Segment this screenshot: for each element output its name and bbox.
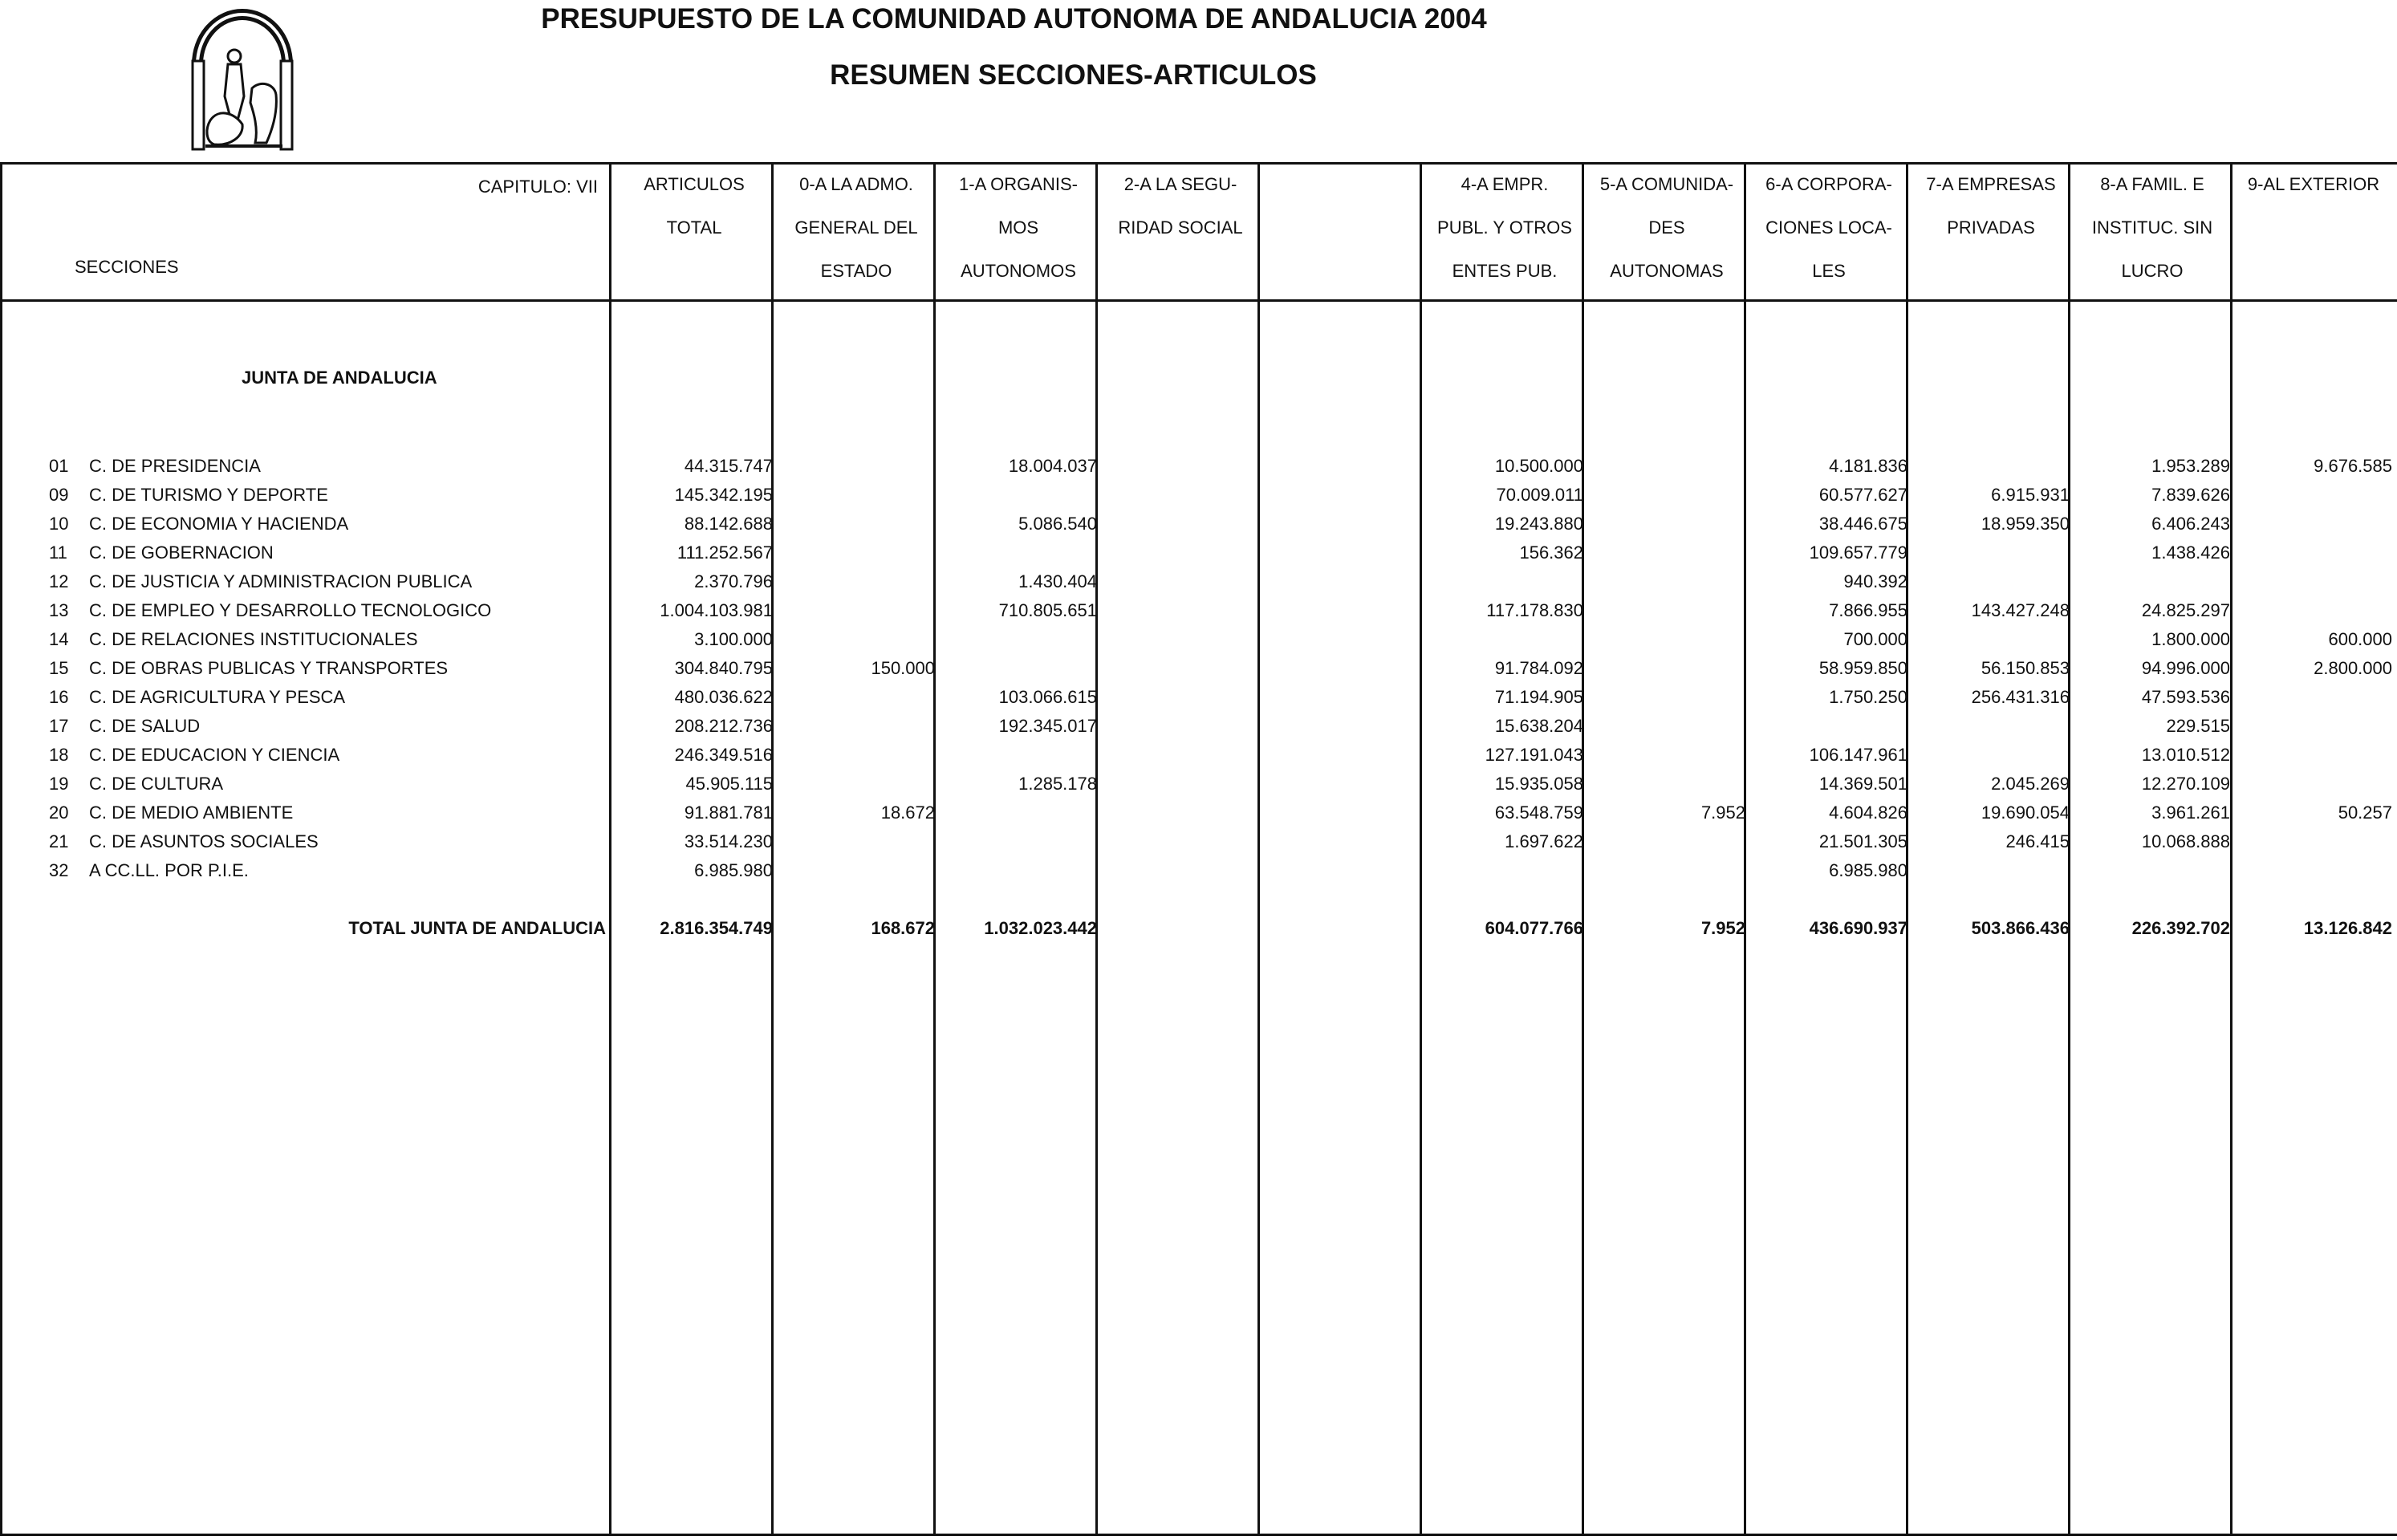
- row-section-name: C. DE PRESIDENCIA: [89, 456, 261, 476]
- table-cell-value: 2.045.269: [1991, 774, 2070, 794]
- table-cell-value: 106.147.961: [1809, 745, 1907, 765]
- table-cell-value: 60.577.627: [1818, 485, 1907, 505]
- capitulo-label: CAPITULO: VII: [477, 177, 598, 197]
- row-section-name: C. DE OBRAS PUBLICAS Y TRANSPORTES: [89, 658, 449, 678]
- table-cell-value: 208.212.736: [674, 716, 773, 736]
- group-title: JUNTA DE ANDALUCIA: [242, 368, 437, 388]
- column-divider: [933, 165, 936, 1534]
- column-divider: [1744, 165, 1746, 1534]
- column-header-line: 6-A CORPORA-: [1765, 174, 1892, 194]
- table-cell-value: 143.427.248: [1971, 600, 2070, 620]
- table-cell-value: 56.150.853: [1981, 658, 2070, 678]
- row-section-code: 21: [49, 831, 69, 851]
- row-section-name: C. DE EDUCACION Y CIENCIA: [89, 745, 340, 765]
- row-section-code: 20: [49, 803, 69, 823]
- row-section-code: 09: [49, 485, 69, 505]
- row-section-name: C. DE RELACIONES INSTITUCIONALES: [89, 629, 418, 649]
- row-section-code: 19: [49, 774, 69, 794]
- row-section-code: 16: [49, 687, 69, 707]
- column-header-line: PRIVADAS: [1947, 217, 2035, 238]
- junta-andalucia-emblem-icon: [186, 0, 299, 154]
- column-header-line: 8-A FAMIL. E: [2100, 174, 2204, 194]
- row-section-name: C. DE AGRICULTURA Y PESCA: [89, 687, 346, 707]
- column-header-line: GENERAL DEL: [794, 217, 918, 238]
- table-cell-value: 246.349.516: [674, 745, 773, 765]
- table-cell-value: 63.548.759: [1494, 803, 1583, 823]
- table-cell-value: 3.961.261: [2151, 803, 2230, 823]
- table-cell-value: 1.438.426: [2151, 542, 2230, 563]
- total-row-label: TOTAL JUNTA DE ANDALUCIA: [348, 918, 606, 938]
- column-header-line: 1-A ORGANIS-: [959, 174, 1078, 194]
- table-cell-value: 91.881.781: [684, 803, 773, 823]
- row-section-name: C. DE SALUD: [89, 716, 201, 736]
- total-cell-value: 2.816.354.749: [660, 918, 773, 938]
- table-cell-value: 24.825.297: [2141, 600, 2230, 620]
- column-header-line: 0-A LA ADMO.: [799, 174, 913, 194]
- row-section-name: A CC.LL. POR P.I.E.: [89, 860, 249, 880]
- column-header-line: LES: [1812, 261, 1846, 281]
- table-cell-value: 70.009.011: [1496, 485, 1583, 505]
- row-section-name: C. DE JUSTICIA Y ADMINISTRACION PUBLICA: [89, 571, 473, 591]
- column-header-line: 9-AL EXTERIOR: [2247, 174, 2380, 194]
- table-cell-value: 1.285.178: [1018, 774, 1097, 794]
- row-section-code: 13: [49, 600, 69, 620]
- total-cell-value: 436.690.937: [1809, 918, 1907, 938]
- total-cell-value: 1.032.023.442: [984, 918, 1097, 938]
- table-cell-value: 156.362: [1519, 542, 1583, 563]
- table-cell-value: 6.985.980: [694, 860, 773, 880]
- row-section-name: C. DE CULTURA: [89, 774, 224, 794]
- column-divider: [1420, 165, 1422, 1534]
- row-section-code: 15: [49, 658, 69, 678]
- table-cell-value: 44.315.747: [684, 456, 773, 476]
- table-cell-value: 117.178.830: [1486, 600, 1583, 620]
- table-cell-value: 480.036.622: [674, 687, 773, 707]
- table-cell-value: 304.840.795: [674, 658, 773, 678]
- column-header-line: AUTONOMOS: [961, 261, 1076, 281]
- column-header-line: ESTADO: [820, 261, 892, 281]
- column-header-line: 2-A LA SEGU-: [1123, 174, 1237, 194]
- table-cell-value: 1.697.622: [1505, 831, 1583, 851]
- row-section-name: C. DE GOBERNACION: [89, 542, 274, 563]
- table-cell-value: 1.004.103.981: [660, 600, 773, 620]
- table-cell-value: 600.000: [2328, 629, 2392, 649]
- table-cell-value: 111.252.567: [676, 542, 773, 563]
- row-section-code: 01: [49, 456, 69, 476]
- row-section-code: 11: [49, 542, 67, 563]
- table-cell-value: 1.800.000: [2151, 629, 2230, 649]
- table-cell-value: 71.194.905: [1494, 687, 1583, 707]
- table-cell-value: 1.430.404: [1018, 571, 1097, 591]
- table-cell-value: 21.501.305: [1818, 831, 1907, 851]
- table-cell-value: 127.191.043: [1485, 745, 1583, 765]
- table-cell-value: 45.905.115: [685, 774, 773, 794]
- table-cell-value: 109.657.779: [1809, 542, 1907, 563]
- document-subtitle: RESUMEN SECCIONES-ARTICULOS: [830, 59, 1317, 91]
- table-cell-value: 18.959.350: [1981, 514, 2070, 534]
- table-cell-value: 103.066.615: [998, 687, 1097, 707]
- table-cell-value: 88.142.688: [684, 514, 773, 534]
- table-cell-value: 3.100.000: [694, 629, 773, 649]
- budget-table: [0, 162, 2397, 1536]
- column-header-line: 5-A COMUNIDA-: [1599, 174, 1734, 194]
- table-cell-value: 6.915.931: [1991, 485, 2070, 505]
- row-section-code: 32: [49, 860, 69, 880]
- table-cell-value: 6.406.243: [2151, 514, 2230, 534]
- table-cell-value: 4.604.826: [1829, 803, 1907, 823]
- table-cell-value: 14.369.501: [1818, 774, 1907, 794]
- column-header-line: AUTONOMAS: [1610, 261, 1724, 281]
- column-header-line: LUCRO: [2121, 261, 2184, 281]
- table-cell-value: 10.068.888: [2141, 831, 2230, 851]
- row-section-name: C. DE MEDIO AMBIENTE: [89, 803, 294, 823]
- table-cell-value: 246.415: [2005, 831, 2070, 851]
- table-cell-value: 18.672: [880, 803, 935, 823]
- table-cell-value: 940.392: [1843, 571, 1907, 591]
- table-cell-value: 13.010.512: [2141, 745, 2230, 765]
- total-cell-value: 503.866.436: [1971, 918, 2070, 938]
- header-separator: [2, 299, 2397, 302]
- table-cell-value: 47.593.536: [2141, 687, 2230, 707]
- column-header-line: ENTES PUB.: [1452, 261, 1558, 281]
- column-divider: [1257, 165, 1260, 1534]
- table-cell-value: 2.800.000: [2314, 658, 2392, 678]
- column-header-line: DES: [1648, 217, 1685, 238]
- row-section-code: 12: [49, 571, 69, 591]
- table-cell-value: 229.515: [2166, 716, 2230, 736]
- document-title: PRESUPUESTO DE LA COMUNIDAD AUTONOMA DE ANDALUCIA 2004: [541, 3, 1487, 35]
- table-cell-value: 256.431.316: [1971, 687, 2070, 707]
- table-cell-value: 6.985.980: [1829, 860, 1907, 880]
- column-header-line: TOTAL: [666, 217, 722, 238]
- table-cell-value: 33.514.230: [684, 831, 773, 851]
- column-header-line: 4-A EMPR.: [1461, 174, 1549, 194]
- column-header-line: MOS: [997, 217, 1039, 238]
- table-cell-value: 700.000: [1843, 629, 1907, 649]
- row-section-code: 18: [49, 745, 69, 765]
- column-header-line: 7-A EMPRESAS: [1926, 174, 2056, 194]
- column-header-line: ARTICULOS: [644, 174, 745, 194]
- table-cell-value: 1.750.250: [1829, 687, 1907, 707]
- table-cell-value: 10.500.000: [1494, 456, 1583, 476]
- column-header-line: CIONES LOCA-: [1765, 217, 1892, 238]
- table-cell-value: 9.676.585: [2314, 456, 2392, 476]
- table-cell-value: 18.004.037: [1008, 456, 1097, 476]
- table-cell-value: 19.243.880: [1494, 514, 1583, 534]
- row-section-code: 14: [49, 629, 69, 649]
- table-cell-value: 150.000: [871, 658, 935, 678]
- column-header-line: INSTITUC. SIN: [2091, 217, 2213, 238]
- table-cell-value: 50.257: [2338, 803, 2392, 823]
- table-cell-value: 91.784.092: [1494, 658, 1583, 678]
- table-cell-value: 145.342.195: [674, 485, 773, 505]
- table-cell-value: 15.638.204: [1494, 716, 1583, 736]
- table-cell-value: 38.446.675: [1818, 514, 1907, 534]
- total-cell-value: 7.952: [1700, 918, 1745, 938]
- column-divider: [2230, 165, 2232, 1534]
- table-cell-value: 1.953.289: [2151, 456, 2230, 476]
- row-section-name: C. DE TURISMO Y DEPORTE: [89, 485, 328, 505]
- column-header-line: RIDAD SOCIAL: [1118, 217, 1243, 238]
- table-cell-value: 7.866.955: [1829, 600, 1907, 620]
- row-section-code: 17: [49, 716, 69, 736]
- table-cell-value: 19.690.054: [1981, 803, 2070, 823]
- total-cell-value: 168.672: [871, 918, 935, 938]
- table-cell-value: 4.181.836: [1829, 456, 1907, 476]
- table-cell-value: 192.345.017: [998, 716, 1097, 736]
- row-section-name: C. DE EMPLEO Y DESARROLLO TECNOLOGICO: [89, 600, 492, 620]
- total-cell-value: 226.392.702: [2131, 918, 2230, 938]
- table-cell-value: 12.270.109: [2141, 774, 2230, 794]
- row-section-name: C. DE ASUNTOS SOCIALES: [89, 831, 319, 851]
- row-section-name: C. DE ECONOMIA Y HACIENDA: [89, 514, 349, 534]
- secciones-label: SECCIONES: [75, 257, 179, 277]
- column-divider: [609, 165, 611, 1534]
- column-divider: [1095, 165, 1098, 1534]
- column-header-line: PUBL. Y OTROS: [1437, 217, 1572, 238]
- table-cell-value: 5.086.540: [1018, 514, 1097, 534]
- table-cell-value: 58.959.850: [1818, 658, 1907, 678]
- total-cell-value: 604.077.766: [1485, 918, 1583, 938]
- table-cell-value: 2.370.796: [694, 571, 773, 591]
- row-section-code: 10: [49, 514, 69, 534]
- table-cell-value: 15.935.058: [1494, 774, 1583, 794]
- table-cell-value: 7.952: [1700, 803, 1745, 823]
- table-cell-value: 94.996.000: [2141, 658, 2230, 678]
- table-cell-value: 7.839.626: [2151, 485, 2230, 505]
- table-cell-value: 710.805.651: [998, 600, 1097, 620]
- total-cell-value: 13.126.842: [2303, 918, 2392, 938]
